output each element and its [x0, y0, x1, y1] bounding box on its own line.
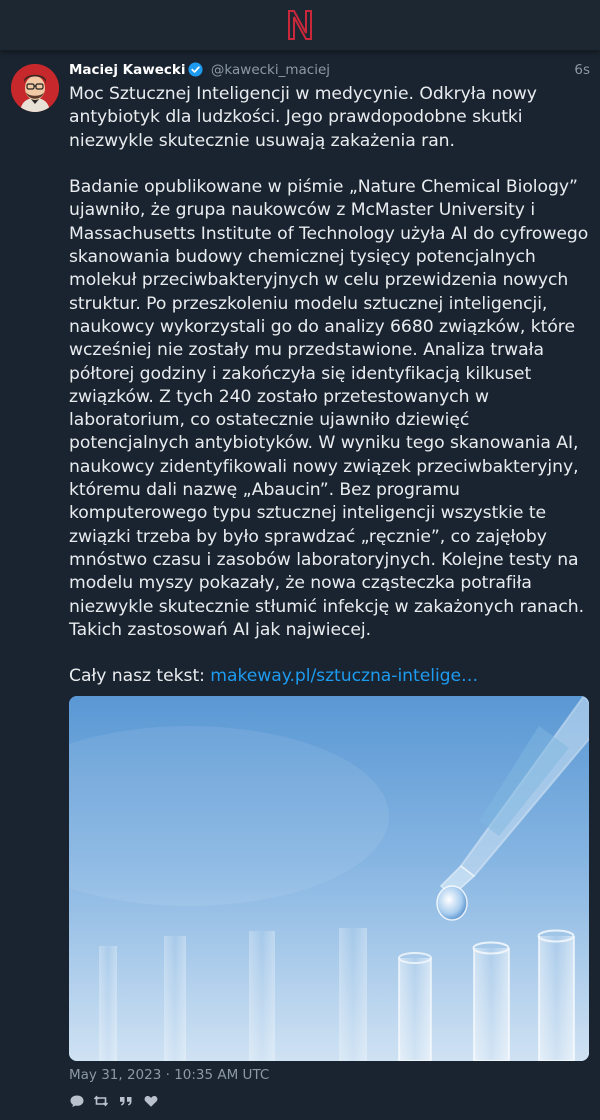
tweet-link-line	[69, 665, 590, 688]
tweet-image[interactable]	[69, 696, 589, 1061]
like-icon[interactable]	[143, 1093, 159, 1109]
tweet	[69, 58, 590, 689]
author-name[interactable]: Maciej Kawecki	[69, 62, 186, 78]
reply-icon[interactable]	[69, 1093, 85, 1109]
tweet-paragraph: Moc Sztucznej Inteligencji w medycynie. Odkryła nowy antybiotyk dla ludzkości. Jego prawdopodobne skutki niezwykle skutecznie usuwają zakażenia ran.	[69, 84, 537, 151]
tweet-date[interactable]: May 31, 2023 · 10:35 AM UTC	[69, 1067, 270, 1083]
retweet-icon[interactable]	[93, 1093, 109, 1109]
top-bar	[0, 0, 600, 51]
avatar[interactable]	[11, 64, 59, 112]
link-prefix: Cały nasz tekst:	[69, 666, 211, 687]
tweet-paragraph: Badanie opublikowane w piśmie „Nature Chemical Biology” ujawniło, że grupa naukowców z McMaster University i Massachusetts Institute of Technology użyła AI do cyfrowego skanowania budowy chemicznej tysięcy potencjalnych molekuł przeciwbakteryjnych w celu przewidzenia nowych struktur. Po przeszkoleniu modelu sztucznej inteligencji, naukowcy wykorzystali go do analizy 6680 związków, które wcześniej nie zostały mu przedstawione. Analiza trwała półtorej godziny i zakończyła się identyfikacją kilkuset związków. Z tych 240 zostało przetestowanych w laboratorium, co ostatecznie ujawniło dziewięć potencjalnych antybiotyków. W wyniku tego skanowania AI, naukowcy zidentyfikowali nowy związek przeciwbakteryjny, któremu dali nazwę „Abaucin”. Bez programu komputerowego typu sztucznej inteligencji wszystkie te związki trzeba by było sprawdzać „ręcznie”, co zajęłoby mnóstwo czasu i zasobów laboratoryjnych. Kolejne testy na modelu myszy pokazały, że nowa cząsteczka potrafiła niezwykle skutecznie stłumić infekcję w zakażonych ranach. Takich zastosowań AI jak najwiecej.	[69, 177, 589, 640]
tweet-header	[69, 58, 590, 82]
quote-icon[interactable]	[118, 1093, 134, 1109]
tweet-body	[69, 83, 590, 689]
author-handle[interactable]: @kawecki_maciej	[210, 62, 331, 78]
relative-time[interactable]: 6s	[574, 62, 590, 78]
nitter-logo-icon[interactable]	[286, 9, 314, 41]
article-link[interactable]: makeway.pl/sztuczna-intelige…	[210, 666, 479, 687]
verified-badge-icon	[188, 61, 203, 76]
